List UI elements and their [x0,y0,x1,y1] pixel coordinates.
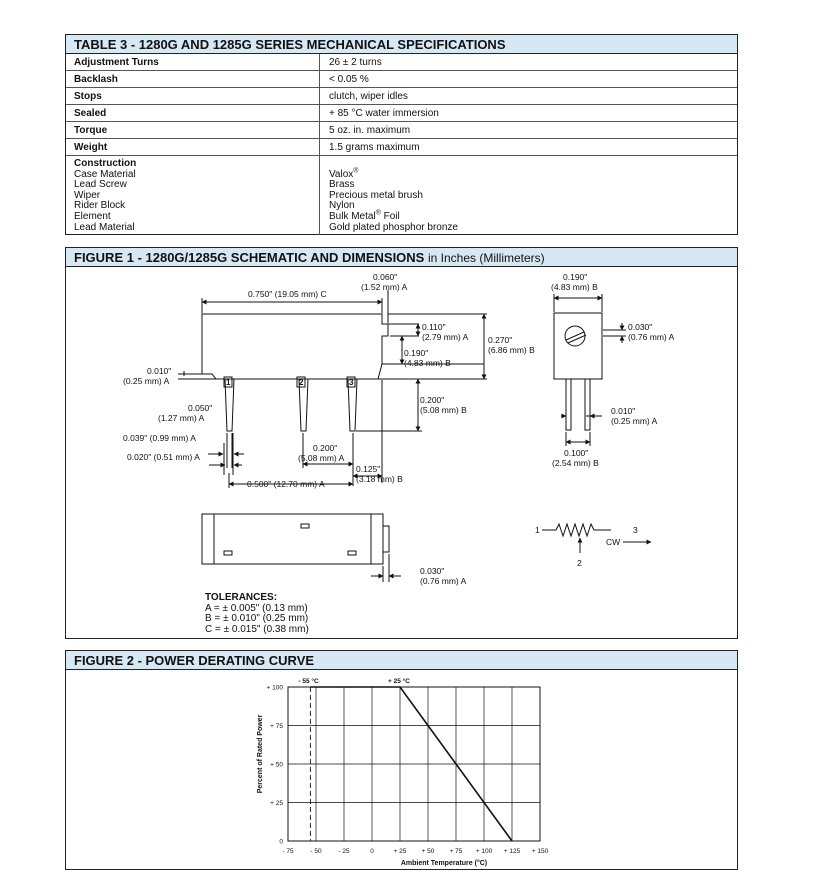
row-value: < 0.05 % [329,74,369,85]
table-title: TABLE 3 - 1280G AND 1285G SERIES MECHANICAL SPECIFICATIONS [66,35,737,54]
dim-label: (4.83 mm) B [404,358,451,368]
x-tick-label: + 50 [421,848,435,855]
row-value: clutch, wiper idles [329,91,408,102]
construction-item-label: Lead Material [74,221,135,233]
registered-mark: ® [375,209,381,217]
construction-item-value: Brass [329,179,355,191]
table-row [66,88,737,105]
x-tick-label: + 150 [531,848,549,855]
pin-label: 2 [299,378,304,387]
dim-label: (0.76 mm) A [628,332,675,342]
x-tick-label: - 25 [338,848,350,855]
row-value: + 85 °C water immersion [329,108,439,119]
x-tick-label: - 75 [282,848,294,855]
dim-label: (5.08 mm) A [298,453,345,463]
dim-label: (2.54 mm) B [552,458,599,468]
dim-label: (5.08 mm) B [420,405,467,415]
row-value: 26 ± 2 turns [329,57,382,68]
dim-label: 0.750" (19.05 mm) C [248,289,327,299]
dim-label: 0.050" [188,403,213,413]
trimmer-body-front [202,314,388,379]
x-tick-label: + 75 [449,848,463,855]
dim-label: (6.86 mm) B [488,345,535,355]
construction-item-label: Lead Screw [74,179,127,191]
pin-label: 3 [349,378,354,387]
dim-label: 0.190" [404,348,429,358]
x-axis-title: Ambient Temperature (°C) [400,860,488,867]
power-derating-figure [65,650,738,870]
y-tick-label: 0 [279,838,283,846]
schematic-dimensions-figure [65,247,738,639]
dimension-drawing [66,268,737,638]
figure-title [66,248,737,267]
registered-mark: ® [353,167,359,175]
dim-label: 0.030" [628,322,653,332]
construction-item-label: Case Material [74,168,136,180]
y-tick-label: + 100 [266,684,283,692]
dim-label: 0.125" [356,464,381,474]
resistor-symbol [542,524,611,536]
schematic-terminal-1: 1 [535,525,540,535]
dim-label: (2.79 mm) A [422,332,469,342]
construction-item-label: Rider Block [74,200,126,212]
trimmer-body-bottom [202,514,383,564]
construction-row [66,156,737,235]
construction-item-value: Bulk Metal [329,210,376,222]
schematic-terminal-3: 3 [633,525,638,535]
table-row [66,105,737,122]
figure-title: FIGURE 2 - POWER DERATING CURVE [66,651,737,670]
side-pins [566,379,590,430]
dim-label: (3.18 mm) B [356,474,403,484]
y-tick-label: + 25 [270,800,283,807]
dim-label: 0.020" (0.51 mm) A [127,452,200,462]
y-tick-label: + 50 [270,761,283,769]
derating-chart [66,671,737,869]
dim-label: (1.27 mm) A [158,413,205,423]
x-tick-label: + 100 [475,848,493,855]
dim-label: 0.100" [564,448,589,458]
y-tick-label: + 75 [270,723,283,730]
dim-label: 0.270" [488,335,513,345]
dim-label: (0.25 mm) A [123,376,170,386]
row-label: Stops [66,88,320,104]
dim-label: (4.83 mm) B [551,282,598,292]
construction-item-value: Gold plated phosphor bronze [329,221,458,233]
tolerances-block [205,593,309,635]
x-tick-label: - 50 [310,848,322,855]
dim-label: 0.010" [147,366,172,376]
dim-label: 0.200" [420,395,445,405]
construction-item-label: Element [74,210,111,222]
x-tick-label: 0 [370,848,374,855]
dim-label: (0.76 mm) A [420,576,467,586]
construction-item-label: Wiper [74,189,101,201]
dim-label: 0.060" [373,272,398,282]
chart-labels [257,677,549,867]
chart-grid [288,687,540,841]
construction-item-value: Valox [329,168,354,180]
row-label: Adjustment Turns [66,54,320,70]
dimension-labels [123,272,675,586]
row-label: Weight [66,139,320,155]
pin-label: 1 [226,378,231,387]
construction-item-suffix: Foil [380,210,400,222]
x-tick-label: + 25 [393,848,407,855]
table-row [66,139,737,156]
figure-subtitle: in Inches (Millimeters) [427,251,545,265]
row-value: 1.5 grams maximum [329,142,420,153]
marker-label-minus55: - 55 °C [298,678,319,685]
dim-label: 0.190" [563,272,588,282]
marker-label-plus25: + 25 °C [388,678,410,685]
schematic-terminal-2: 2 [577,558,582,568]
dim-label: 0.110" [422,322,446,332]
tolerances-title: TOLERANCES: [205,592,278,603]
tolerance-line: C = ± 0.015" (0.38 mm) [205,623,309,635]
row-label: Backlash [66,71,320,87]
table-row [66,122,737,139]
dim-label: (0.25 mm) A [611,416,658,426]
tolerance-line: A = ± 0.005" (0.13 mm) [205,602,308,614]
table-row [66,54,737,71]
row-label: Torque [66,122,320,138]
dim-label: 0.039" (0.99 mm) A [123,433,196,443]
dim-label: (1.52 mm) A [361,282,408,292]
cw-label: CW [606,537,621,547]
y-axis-title: Percent of Rated Power [257,714,264,794]
mechanical-specs-table [65,34,738,235]
dim-label: 0.200" [313,443,338,453]
figure-title-text: FIGURE 1 - 1280G/1285G SCHEMATIC AND DIMENSIONS [74,250,425,265]
x-tick-label: + 125 [503,848,521,855]
construction-item-value: Precious metal brush [329,189,423,201]
construction-item-value: Nylon [329,200,355,212]
row-label: Sealed [66,105,320,121]
dim-label: 0.010" [611,406,636,416]
table-row [66,71,737,88]
dim-label: 0.500" (12.70 mm) A [247,479,325,489]
construction-label: Construction [74,158,137,169]
row-value: 5 oz. in. maximum [329,125,411,136]
tolerance-line: B = ± 0.010" (0.25 mm) [205,613,309,624]
dim-label: 0.030" [420,566,445,576]
